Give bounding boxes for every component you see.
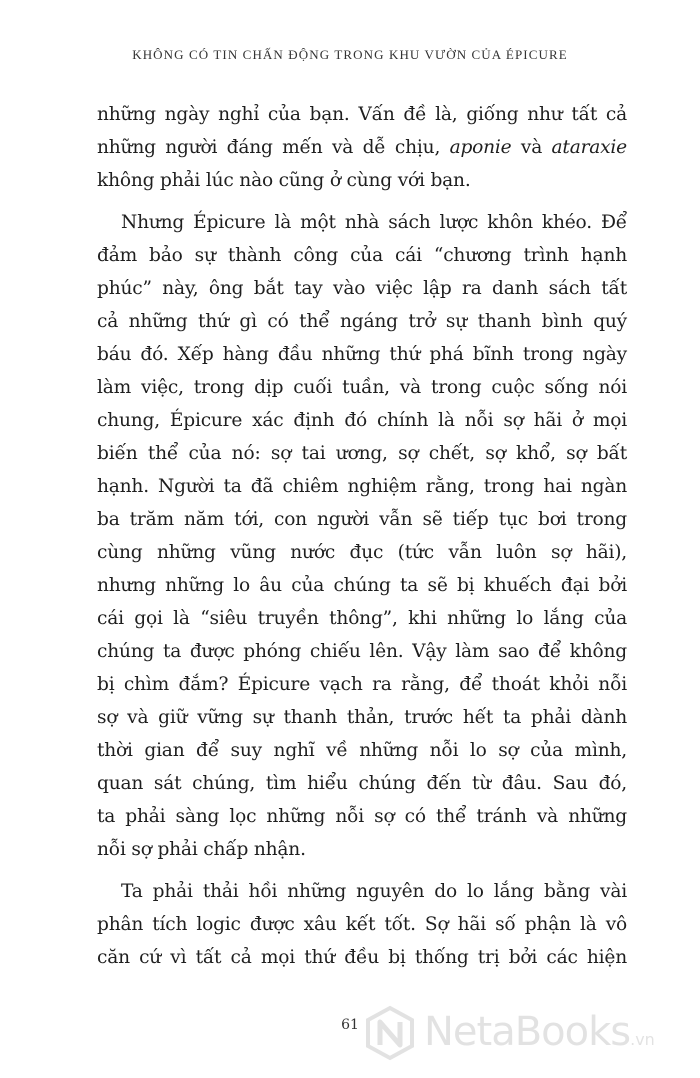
page-body xyxy=(97,98,627,974)
body-text: những người đáng mến và dễ chịu, xyxy=(97,137,450,158)
body-line: quan sát chúng, tìm hiểu chúng đến từ đâu. Sau đó, xyxy=(97,773,627,794)
body-line: những ngày nghỉ của bạn. Vấn đề là, giống như tất cả xyxy=(97,104,627,125)
netabooks-logo-icon xyxy=(362,1005,418,1061)
body-line: thời gian để suy nghĩ về những nỗi lo sợ của mình, xyxy=(97,740,627,761)
body-line: phân tích logic được xâu kết tốt. Sợ hãi số phận là vô xyxy=(97,914,627,935)
body-line: cái gọi là “siêu truyền thông”, khi những lo lắng của xyxy=(97,608,627,629)
body-line: ba trăm năm tới, con người vẫn sẽ tiếp tục bơi trong xyxy=(97,509,627,530)
body-line: Nhưng Épicure là một nhà sách lược khôn khéo. Để xyxy=(121,212,627,233)
page-number: 61 xyxy=(341,1017,359,1033)
body-line: biến thể của nó: sợ tai ương, sợ chết, sợ khổ, sợ bất xyxy=(97,443,627,464)
watermark-suffix: .vn xyxy=(630,1030,655,1049)
watermark-logo xyxy=(362,1003,698,1063)
body-line: cả những thứ gì có thể ngáng trở sự thanh bình quý xyxy=(97,311,627,332)
running-header: KHÔNG CÓ TIN CHẤN ĐỘNG TRONG KHU VƯỜN CỦA ÉPICURE xyxy=(132,47,568,62)
body-line: làm việc, trong dịp cuối tuần, và trong cuộc sống nói xyxy=(97,377,627,398)
term-ataraxie: ataraxie xyxy=(551,137,627,158)
body-line: căn cứ vì tất cả mọi thứ đều bị thống trị bởi các hiện xyxy=(97,947,627,968)
body-line: ta phải sàng lọc những nỗi sợ có thể tránh và những xyxy=(97,806,627,827)
body-line: chung, Épicure xác định đó chính là nỗi sợ hãi ở mọi xyxy=(97,410,627,431)
body-line: nhưng những lo âu của chúng ta sẽ bị khuếch đại bởi xyxy=(97,575,627,596)
body-line: chúng ta được phóng chiếu lên. Vậy làm sao để không xyxy=(97,641,627,662)
body-line: Ta phải thải hồi những nguyên do lo lắng bằng vài xyxy=(121,881,627,902)
body-line: phúc” này, ông bắt tay vào việc lập ra danh sách tất xyxy=(97,278,627,299)
body-line: nỗi sợ phải chấp nhận. xyxy=(97,839,306,860)
body-line: đảm bảo sự thành công của cái “chương trình hạnh xyxy=(97,245,627,266)
body-line: không phải lúc nào cũng ở cùng với bạn. xyxy=(97,170,471,191)
body-line xyxy=(97,131,627,164)
term-aponie: aponie xyxy=(449,137,512,158)
watermark-brand: NetaBooks xyxy=(424,1009,631,1055)
body-line: hạnh. Người ta đã chiêm nghiệm rằng, trong hai ngàn xyxy=(97,476,627,497)
body-line: sợ và giữ vững sự thanh thản, trước hết ta phải dành xyxy=(97,707,627,728)
body-line: cùng những vũng nước đục (tức vẫn luôn sợ hãi), xyxy=(97,542,627,563)
body-line: báu đó. Xếp hàng đầu những thứ phá bĩnh trong ngày xyxy=(97,344,627,365)
body-line: bị chìm đắm? Épicure vạch ra rằng, để thoát khỏi nỗi xyxy=(97,674,627,695)
body-text: và xyxy=(511,137,552,158)
